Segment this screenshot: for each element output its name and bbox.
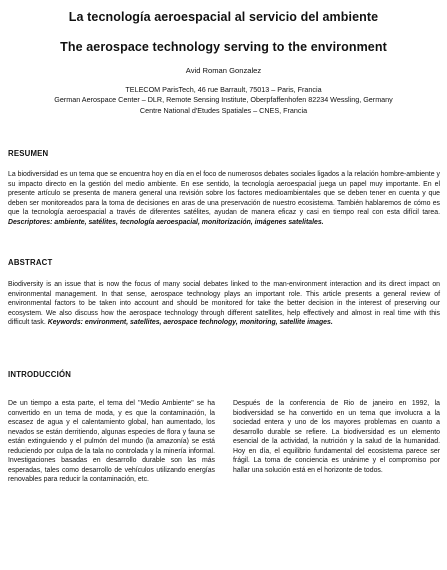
- abstract-keywords-label: Keywords:: [47, 319, 83, 327]
- resumen-keywords: ambiente, satélites, tecnología aeroespacial, monitorización, imágenes satelitales.: [54, 218, 324, 226]
- abstract-paragraph: [8, 280, 440, 328]
- resumen-keywords-line: [8, 219, 324, 226]
- title-spanish: La tecnología aeroespacial al servicio del ambiente: [68, 10, 379, 24]
- affiliations: [0, 85, 447, 116]
- title-english: The aerospace technology serving to the environment: [60, 40, 387, 54]
- author-name: Avid Roman Gonzalez: [185, 66, 262, 75]
- introduccion-heading: INTRODUCCIÓN: [8, 370, 72, 379]
- affiliation-telecom: TELECOM ParisTech, 46 rue Barrault, 75013 – Paris, Francia: [125, 85, 322, 94]
- abstract-keywords-line: [48, 319, 333, 326]
- abstract-heading: ABSTRACT: [8, 258, 53, 267]
- resumen-keywords-label: Descriptores:: [8, 218, 53, 226]
- abstract-body: Biodiversity is an issue that is now the focus of many social debates linked to the man-environment interaction and its direct impact on environmental management. In that sense, aerospace technology plays an important role. This article presents a general review of environmental factors to be taken into account and should be monitored for take the better decision in the interest of preserving our ecosystem. We also discuss how the aerospace technology through different satellites, help effectively and almost in real time with this difficult task.: [8, 281, 440, 327]
- introduccion-left-column: De un tiempo a esta parte, el tema del "Medio Ambiente" se ha convertido en un tema de moda, y es que la contaminación, la escasez de agua y el calentamiento global, han aumentado, los nevados se están derritiendo, algunas especies de flora y fauna se están extinguiendo y el pulmón del mundo (la amazonía) se está reduciendo por culpa de la tala no controlada y la minería informal. Investigaciones basadas en desarrollo durable son las más esperadas, tales como desarrollo de vehículos utilizando energías renovables para reducir la contaminación, etc.: [8, 400, 215, 484]
- resumen-heading: RESUMEN: [8, 149, 49, 158]
- affiliation-cnes: Centre National d'Etudes Spatiales – CNES, Francia: [139, 105, 308, 115]
- resumen-paragraph: [8, 170, 440, 228]
- introduccion-right-column: Después de la conferencia de Rio de janeiro en 1992, la biodiversidad se ha convertido en un tema que involucra a la sociedad entera y uno de los mayores problemas en cuanto a desarrollo durable se refiere. La biodiversidad es un elemento esencial de la actividad, la nutrición y la salud de la humanidad. Hoy en día, el equilibrio fundamental del ecosistema parece ser frágil. La toma de conciencia es unánime y el compromiso por hallar una solución está en el horizonte de todos.: [233, 400, 440, 474]
- resumen-body: La biodiversidad es un tema que se encuentra hoy en día en el foco de numerosos debates sociales ligados a la relación hombre-ambiente y su impacto directo en la gestión del medio ambiente. En ese sentido, la tecnología aeroespacial juega un papel muy importante. En el presente artículo se presenta de manera general una revisión sobre los factores medioambientales que se deben tener en cuenta y que deben ser monitoreados para la toma de decisiones en aras de una preservación de nuestro ecosistema. También hablaremos de cómo es que la tecnología aeroespacial a través de diferentes satélites, ayudan de manera eficaz y casi en tiempo real con esta difícil tarea.: [8, 171, 440, 217]
- affiliation-dlr: German Aerospace Center – DLR, Remote Sensing Institute, Oberpfaffenhofen 82234 Wessling, Germany: [54, 95, 393, 105]
- abstract-keywords: environment, satellites, aerospace technology, monitoring, satellite images.: [84, 319, 333, 327]
